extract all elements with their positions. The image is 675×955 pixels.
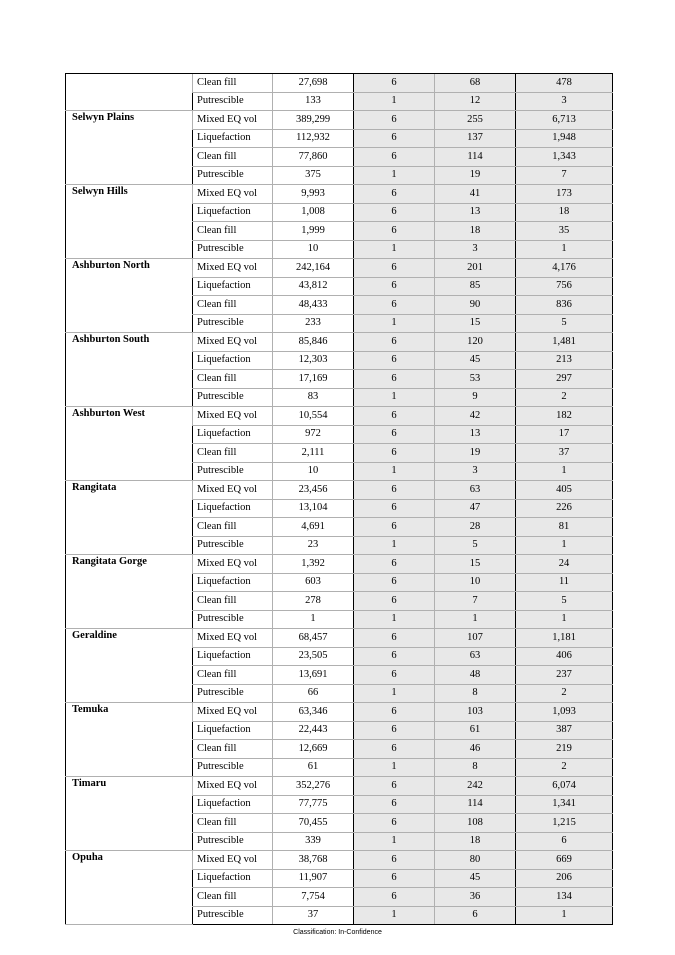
total-value: 7 [516, 166, 613, 185]
factor-value: 6 [354, 370, 435, 389]
total-value: 756 [516, 277, 613, 296]
total-value: 1 [516, 610, 613, 629]
count-value: 5 [435, 536, 516, 555]
area-name: Opuha [66, 851, 193, 925]
factor-value: 6 [354, 444, 435, 463]
factor-value: 6 [354, 703, 435, 722]
total-value: 2 [516, 388, 613, 407]
waste-type: Clean fill [193, 370, 273, 389]
count-value: 3 [435, 240, 516, 259]
table-row [66, 407, 613, 426]
waste-type: Clean fill [193, 666, 273, 685]
area-name: Rangitata [66, 481, 193, 555]
count-value: 46 [435, 740, 516, 759]
volume-value: 112,932 [273, 129, 354, 148]
count-value: 80 [435, 851, 516, 870]
count-value: 107 [435, 629, 516, 648]
classification-footer: Classification: In-Confidence [293, 929, 382, 936]
volume-value: 10,554 [273, 407, 354, 426]
count-value: 6 [435, 906, 516, 925]
total-value: 5 [516, 592, 613, 611]
total-value: 4,176 [516, 259, 613, 278]
volume-value: 85,846 [273, 333, 354, 352]
waste-type: Clean fill [193, 518, 273, 537]
total-value: 6,074 [516, 777, 613, 796]
factor-value: 6 [354, 851, 435, 870]
factor-value: 6 [354, 499, 435, 518]
count-value: 13 [435, 203, 516, 222]
volume-value: 1,999 [273, 222, 354, 241]
total-value: 6 [516, 832, 613, 851]
factor-value: 1 [354, 166, 435, 185]
factor-value: 6 [354, 629, 435, 648]
count-value: 12 [435, 92, 516, 111]
factor-value: 6 [354, 425, 435, 444]
total-value: 1,215 [516, 814, 613, 833]
count-value: 68 [435, 74, 516, 93]
total-value: 5 [516, 314, 613, 333]
volume-value: 10 [273, 240, 354, 259]
total-value: 1 [516, 462, 613, 481]
area-name: Geraldine [66, 629, 193, 703]
factor-value: 6 [354, 721, 435, 740]
factor-value: 6 [354, 814, 435, 833]
table-row [66, 851, 613, 870]
waste-type: Clean fill [193, 592, 273, 611]
factor-value: 6 [354, 888, 435, 907]
waste-type: Liquefaction [193, 129, 273, 148]
volume-value: 11,907 [273, 869, 354, 888]
volume-value: 389,299 [273, 111, 354, 130]
table-row [66, 111, 613, 130]
volume-value: 68,457 [273, 629, 354, 648]
waste-type: Liquefaction [193, 647, 273, 666]
factor-value: 6 [354, 185, 435, 204]
volume-value: 37 [273, 906, 354, 925]
factor-value: 6 [354, 518, 435, 537]
volume-value: 375 [273, 166, 354, 185]
waste-type: Putrescible [193, 832, 273, 851]
factor-value: 6 [354, 222, 435, 241]
volume-value: 7,754 [273, 888, 354, 907]
waste-type: Putrescible [193, 240, 273, 259]
factor-value: 1 [354, 610, 435, 629]
total-value: 81 [516, 518, 613, 537]
total-value: 836 [516, 296, 613, 315]
count-value: 63 [435, 481, 516, 500]
count-value: 28 [435, 518, 516, 537]
total-value: 237 [516, 666, 613, 685]
count-value: 9 [435, 388, 516, 407]
factor-value: 1 [354, 758, 435, 777]
waste-type: Clean fill [193, 740, 273, 759]
total-value: 134 [516, 888, 613, 907]
volume-value: 63,346 [273, 703, 354, 722]
count-value: 108 [435, 814, 516, 833]
count-value: 7 [435, 592, 516, 611]
waste-type: Liquefaction [193, 795, 273, 814]
waste-type: Putrescible [193, 758, 273, 777]
total-value: 2 [516, 758, 613, 777]
volume-value: 12,669 [273, 740, 354, 759]
area-name: Rangitata Gorge [66, 555, 193, 629]
area-name: Temuka [66, 703, 193, 777]
count-value: 13 [435, 425, 516, 444]
area-name: Ashburton West [66, 407, 193, 481]
count-value: 53 [435, 370, 516, 389]
factor-value: 6 [354, 203, 435, 222]
table-row [66, 555, 613, 574]
table-row [66, 333, 613, 352]
waste-type: Mixed EQ vol [193, 481, 273, 500]
area-name: Timaru [66, 777, 193, 851]
total-value: 226 [516, 499, 613, 518]
volume-value: 17,169 [273, 370, 354, 389]
table-body [66, 74, 613, 925]
waste-type: Putrescible [193, 92, 273, 111]
factor-value: 6 [354, 351, 435, 370]
table-row [66, 629, 613, 648]
factor-value: 1 [354, 462, 435, 481]
count-value: 19 [435, 166, 516, 185]
waste-type: Mixed EQ vol [193, 555, 273, 574]
waste-type: Mixed EQ vol [193, 185, 273, 204]
total-value: 1,481 [516, 333, 613, 352]
total-value: 405 [516, 481, 613, 500]
total-value: 1 [516, 536, 613, 555]
factor-value: 6 [354, 259, 435, 278]
waste-type: Putrescible [193, 536, 273, 555]
factor-value: 1 [354, 240, 435, 259]
volume-value: 1,392 [273, 555, 354, 574]
volume-value: 133 [273, 92, 354, 111]
count-value: 48 [435, 666, 516, 685]
waste-type: Clean fill [193, 814, 273, 833]
waste-type: Mixed EQ vol [193, 777, 273, 796]
count-value: 114 [435, 148, 516, 167]
waste-type: Liquefaction [193, 351, 273, 370]
volume-value: 242,164 [273, 259, 354, 278]
waste-type: Putrescible [193, 684, 273, 703]
factor-value: 6 [354, 740, 435, 759]
count-value: 120 [435, 333, 516, 352]
count-value: 41 [435, 185, 516, 204]
count-value: 85 [435, 277, 516, 296]
volume-value: 22,443 [273, 721, 354, 740]
factor-value: 1 [354, 92, 435, 111]
count-value: 137 [435, 129, 516, 148]
total-value: 1 [516, 906, 613, 925]
count-value: 18 [435, 832, 516, 851]
count-value: 255 [435, 111, 516, 130]
waste-type: Liquefaction [193, 869, 273, 888]
total-value: 17 [516, 425, 613, 444]
total-value: 219 [516, 740, 613, 759]
total-value: 1 [516, 240, 613, 259]
total-value: 297 [516, 370, 613, 389]
factor-value: 6 [354, 129, 435, 148]
factor-value: 6 [354, 277, 435, 296]
factor-value: 1 [354, 684, 435, 703]
volume-value: 48,433 [273, 296, 354, 315]
waste-type: Putrescible [193, 314, 273, 333]
volume-value: 66 [273, 684, 354, 703]
volume-value: 4,691 [273, 518, 354, 537]
table-row [66, 74, 613, 93]
factor-value: 6 [354, 777, 435, 796]
volume-value: 13,691 [273, 666, 354, 685]
factor-value: 6 [354, 647, 435, 666]
factor-value: 6 [354, 666, 435, 685]
total-value: 387 [516, 721, 613, 740]
factor-value: 6 [354, 592, 435, 611]
waste-type: Mixed EQ vol [193, 851, 273, 870]
factor-value: 1 [354, 314, 435, 333]
count-value: 36 [435, 888, 516, 907]
count-value: 15 [435, 314, 516, 333]
waste-type: Putrescible [193, 462, 273, 481]
total-value: 1,341 [516, 795, 613, 814]
total-value: 182 [516, 407, 613, 426]
waste-type: Clean fill [193, 222, 273, 241]
waste-type: Mixed EQ vol [193, 407, 273, 426]
volume-value: 233 [273, 314, 354, 333]
total-value: 1,948 [516, 129, 613, 148]
total-value: 2 [516, 684, 613, 703]
count-value: 61 [435, 721, 516, 740]
count-value: 63 [435, 647, 516, 666]
table-row [66, 185, 613, 204]
volume-value: 12,303 [273, 351, 354, 370]
count-value: 90 [435, 296, 516, 315]
factor-value: 6 [354, 74, 435, 93]
factor-value: 6 [354, 795, 435, 814]
waste-type: Liquefaction [193, 425, 273, 444]
waste-type: Clean fill [193, 296, 273, 315]
waste-type: Liquefaction [193, 277, 273, 296]
waste-type: Mixed EQ vol [193, 629, 273, 648]
waste-type: Mixed EQ vol [193, 703, 273, 722]
volume-value: 1 [273, 610, 354, 629]
total-value: 406 [516, 647, 613, 666]
volume-value: 352,276 [273, 777, 354, 796]
waste-type: Putrescible [193, 906, 273, 925]
waste-type: Clean fill [193, 148, 273, 167]
count-value: 3 [435, 462, 516, 481]
total-value: 24 [516, 555, 613, 574]
factor-value: 6 [354, 148, 435, 167]
total-value: 18 [516, 203, 613, 222]
waste-type: Clean fill [193, 888, 273, 907]
total-value: 1,343 [516, 148, 613, 167]
count-value: 47 [435, 499, 516, 518]
volume-value: 43,812 [273, 277, 354, 296]
volume-value: 27,698 [273, 74, 354, 93]
count-value: 42 [435, 407, 516, 426]
total-value: 669 [516, 851, 613, 870]
count-value: 242 [435, 777, 516, 796]
waste-type: Liquefaction [193, 721, 273, 740]
waste-type: Liquefaction [193, 499, 273, 518]
volume-value: 13,104 [273, 499, 354, 518]
total-value: 6,713 [516, 111, 613, 130]
area-name [66, 74, 193, 111]
volume-value: 339 [273, 832, 354, 851]
count-value: 103 [435, 703, 516, 722]
area-name: Selwyn Plains [66, 111, 193, 185]
count-value: 8 [435, 684, 516, 703]
count-value: 45 [435, 869, 516, 888]
volume-value: 23 [273, 536, 354, 555]
factor-value: 1 [354, 906, 435, 925]
count-value: 10 [435, 573, 516, 592]
factor-value: 6 [354, 481, 435, 500]
factor-value: 6 [354, 296, 435, 315]
waste-type: Liquefaction [193, 573, 273, 592]
area-name: Selwyn Hills [66, 185, 193, 259]
total-value: 37 [516, 444, 613, 463]
table-row [66, 481, 613, 500]
waste-type: Putrescible [193, 610, 273, 629]
factor-value: 6 [354, 573, 435, 592]
count-value: 201 [435, 259, 516, 278]
factor-value: 1 [354, 832, 435, 851]
waste-type: Clean fill [193, 74, 273, 93]
volume-value: 61 [273, 758, 354, 777]
volume-value: 23,456 [273, 481, 354, 500]
count-value: 18 [435, 222, 516, 241]
waste-type: Putrescible [193, 388, 273, 407]
volume-value: 603 [273, 573, 354, 592]
total-value: 206 [516, 869, 613, 888]
volume-value: 1,008 [273, 203, 354, 222]
waste-type: Putrescible [193, 166, 273, 185]
table-row [66, 777, 613, 796]
count-value: 8 [435, 758, 516, 777]
total-value: 3 [516, 92, 613, 111]
total-value: 478 [516, 74, 613, 93]
waste-type: Mixed EQ vol [193, 259, 273, 278]
total-value: 173 [516, 185, 613, 204]
count-value: 1 [435, 610, 516, 629]
volume-value: 2,111 [273, 444, 354, 463]
count-value: 15 [435, 555, 516, 574]
total-value: 213 [516, 351, 613, 370]
volume-value: 38,768 [273, 851, 354, 870]
waste-type: Clean fill [193, 444, 273, 463]
factor-value: 6 [354, 111, 435, 130]
total-value: 11 [516, 573, 613, 592]
factor-value: 1 [354, 536, 435, 555]
volume-value: 278 [273, 592, 354, 611]
factor-value: 6 [354, 869, 435, 888]
factor-value: 6 [354, 555, 435, 574]
volume-value: 9,993 [273, 185, 354, 204]
table-row [66, 259, 613, 278]
count-value: 114 [435, 795, 516, 814]
waste-volume-table [65, 73, 612, 925]
factor-value: 6 [354, 407, 435, 426]
total-value: 1,093 [516, 703, 613, 722]
factor-value: 6 [354, 333, 435, 352]
volume-value: 23,505 [273, 647, 354, 666]
area-name: Ashburton North [66, 259, 193, 333]
total-value: 35 [516, 222, 613, 241]
waste-type: Mixed EQ vol [193, 111, 273, 130]
count-value: 19 [435, 444, 516, 463]
count-value: 45 [435, 351, 516, 370]
data-table [65, 73, 613, 925]
area-name: Ashburton South [66, 333, 193, 407]
total-value: 1,181 [516, 629, 613, 648]
volume-value: 77,775 [273, 795, 354, 814]
volume-value: 70,455 [273, 814, 354, 833]
volume-value: 10 [273, 462, 354, 481]
volume-value: 972 [273, 425, 354, 444]
waste-type: Mixed EQ vol [193, 333, 273, 352]
volume-value: 83 [273, 388, 354, 407]
volume-value: 77,860 [273, 148, 354, 167]
waste-type: Liquefaction [193, 203, 273, 222]
table-row [66, 703, 613, 722]
factor-value: 1 [354, 388, 435, 407]
